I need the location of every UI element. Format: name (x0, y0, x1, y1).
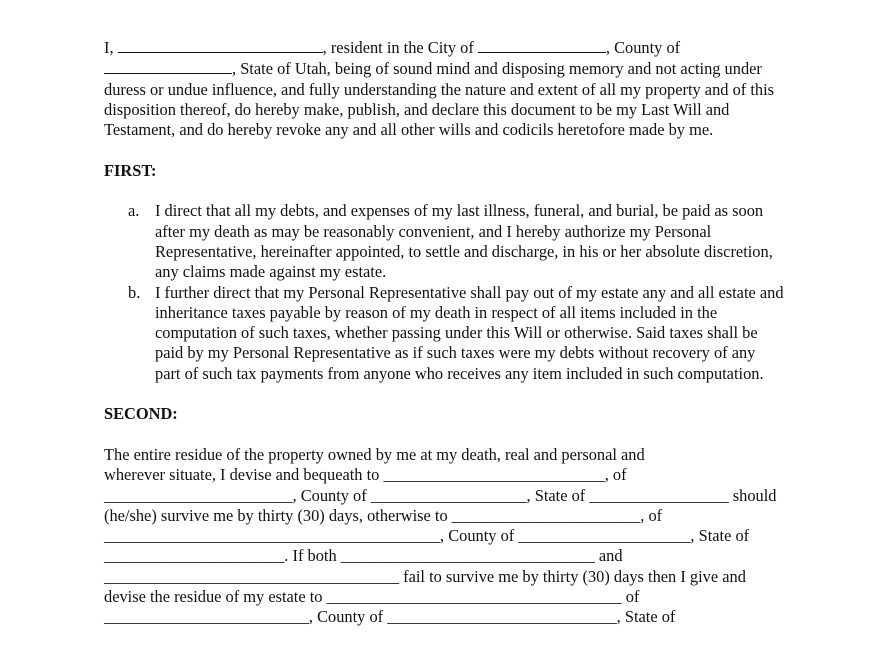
intro-paragraph (104, 37, 784, 140)
second-line: (he/she) survive me by thirty (30) days, otherwise to _______________________, of (104, 505, 663, 525)
first-heading: FIRST: (104, 160, 157, 180)
second-line: devise the residue of my estate to ____________________________________ of (104, 587, 640, 607)
second-line: ____________________________________ fail to survive me by thirty (30) days then I give and (104, 566, 746, 586)
spacer (104, 384, 784, 404)
intro-text-2: , resident in the City of (322, 38, 478, 57)
second-line: The entire residue of the property owned by me at my death, real and personal and (104, 444, 645, 464)
county-blank[interactable] (104, 58, 232, 74)
intro-text-4: , State of Utah, being of sound mind and disposing memory and not acting under duress or undue influence, and fully understanding the nature and extent of all my property and of this disposition thereof, do hereby make, publish, and declare this document to be my Last Will and Testament, and do hereby revoke any and all other wills and codicils heretofore made by me. (104, 59, 775, 140)
second-line: _________________________, County of ____________________________, State of (104, 607, 676, 627)
second-line: wherever situate, I devise and bequeath to ___________________________, of (104, 465, 627, 485)
list-item-b (104, 283, 784, 384)
document-body (104, 37, 784, 628)
second-line: _______________________, County of ___________________, State of _________________ should (104, 485, 777, 505)
intro-text-3: , County of (605, 38, 681, 57)
second-paragraph (104, 445, 784, 628)
second-line: ______________________. If both _______________________________ and (104, 546, 623, 566)
testator-name-blank[interactable] (118, 37, 323, 53)
city-blank[interactable] (478, 37, 606, 53)
list-item-a (104, 201, 784, 282)
list-item-b-text: I further direct that my Personal Representative shall pay out of my estate any and all estate and inheritance taxes payable by reason of my death in respect of all items included in the computation of such taxes, whether passing under this Will or otherwise. Said taxes shall be paid by my Personal Representative as if such taxes were my debts without recovery of any part of such tax payments from anyone who receives any item included in such computation. (155, 282, 784, 383)
intro-text-1: I, (104, 38, 118, 57)
list-marker-b: b. (128, 282, 141, 302)
second-heading: SECOND: (104, 404, 178, 424)
second-line: _________________________________________, County of _____________________, State of (104, 526, 750, 546)
spacer (104, 425, 784, 445)
spacer (104, 140, 784, 160)
list-marker-a: a. (128, 201, 140, 221)
first-list (104, 201, 784, 384)
spacer (104, 181, 784, 201)
list-item-a-text: I direct that all my debts, and expenses of my last illness, funeral, and burial, be paid as soon after my death as may be reasonably convenient, and I hereby authorize my Personal Representative, hereinafter appointed, to settle and discharge, in his or her absolute discretion, any claims made against my estate. (155, 201, 773, 282)
